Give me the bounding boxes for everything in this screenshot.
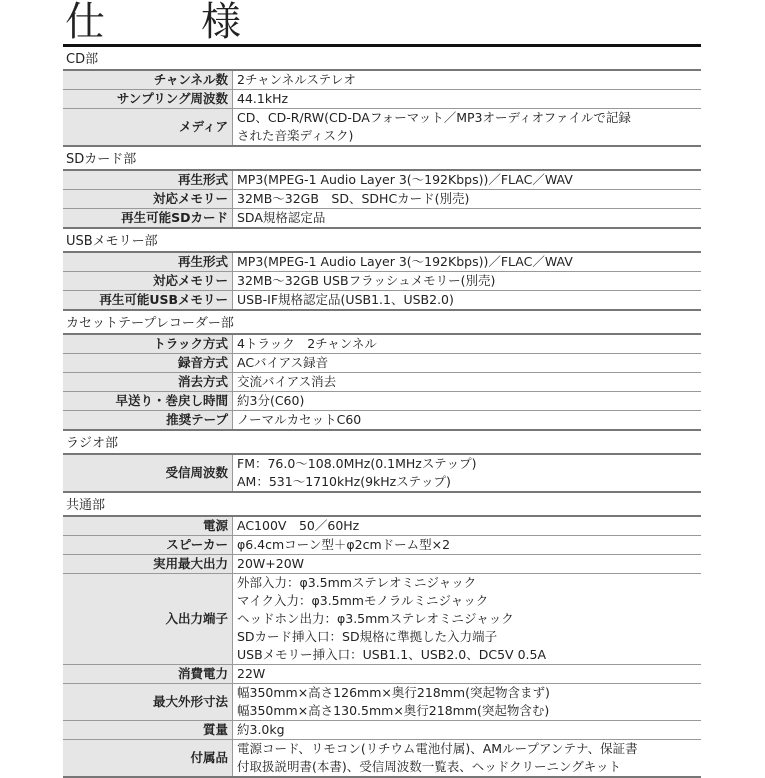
- table-row: [63, 252, 701, 272]
- spec-label: メディア: [63, 109, 233, 147]
- spec-value: 幅350mm×高さ126mm×奥行218mm(突起物含まず) 幅350mm×高さ130.5mm×奥行218mm(突起物含む): [233, 684, 702, 721]
- spec-value: MP3(MPEG-1 Audio Layer 3(〜192Kbps))／FLAC／WAV: [237, 172, 573, 187]
- spec-label: 消去方式: [63, 373, 233, 392]
- spec-page: [63, 0, 701, 778]
- spec-label: 消費電力: [63, 665, 233, 684]
- spec-label: 対応メモリー: [63, 190, 233, 209]
- spec-table: [63, 69, 701, 147]
- spec-label: 受信周波数: [63, 454, 233, 492]
- spec-value: 電源コード、リモコン(リチウム電池付属)、AMループアンテナ、保証書 付取扱説明書(本書)、受信周波数一覧表、ヘッドクリーニングキット: [233, 740, 702, 778]
- spec-label: チャンネル数: [63, 70, 233, 90]
- spec-label: 対応メモリー: [63, 272, 233, 291]
- spec-value: 外部入力：φ3.5mmステレオミニジャック マイク入力：φ3.5mmモノラルミニジャック ヘッドホン出力：φ3.5mmステレオミニジャック SDカード挿入口：SD規格に準拠した入力端子 USBメモリー挿入口：USB1.1、USB2.0、DC5V 0.5A: [233, 574, 702, 665]
- spec-table: [63, 515, 701, 778]
- spec-table: [63, 453, 701, 493]
- spec-label: 電源: [63, 516, 233, 536]
- spec-label: 早送り・巻戻し時間: [63, 392, 233, 411]
- spec-label: 再生形式: [63, 170, 233, 190]
- spec-label: 録音方式: [63, 354, 233, 373]
- spec-label: 推奨テープ: [63, 411, 233, 431]
- spec-label: 再生形式: [63, 252, 233, 272]
- table-row: [63, 574, 701, 665]
- spec-value: 約3.0kg: [233, 721, 702, 740]
- spec-value: 約3分(C60): [233, 392, 702, 411]
- spec-value: ノーマルカセットC60: [233, 411, 702, 431]
- spec-value: SDA規格認定品: [233, 209, 702, 229]
- section-header: CD部: [66, 52, 99, 67]
- table-row: [63, 721, 701, 740]
- spec-label: 入出力端子: [63, 574, 233, 665]
- spec-value: FM：76.0〜108.0MHz(0.1MHzステップ) AM：531〜1710kHz(9kHzステップ): [237, 456, 477, 489]
- spec-value: φ6.4cmコーン型＋φ2cmドーム型×2: [233, 536, 702, 555]
- spec-label: サンプリング周波数: [63, 90, 233, 109]
- section-header: SDカード部: [66, 152, 137, 167]
- table-row: [63, 70, 701, 90]
- table-row: [63, 354, 701, 373]
- section-header: USBメモリー部: [66, 234, 158, 249]
- spec-value: MP3(MPEG-1 Audio Layer 3(〜192Kbps))／FLAC／WAV: [237, 254, 573, 269]
- spec-value: USB-IF規格認定品(USB1.1、USB2.0): [233, 291, 702, 311]
- spec-label: 質量: [63, 721, 233, 740]
- table-row: [63, 170, 701, 190]
- spec-table: [63, 251, 701, 311]
- table-row: [63, 291, 701, 311]
- spec-label: 付属品: [63, 740, 233, 778]
- table-row: [63, 190, 701, 209]
- spec-value: 32MB〜32GB USBフラッシュメモリー(別売): [233, 272, 702, 291]
- spec-value: 32MB〜32GB SD、SDHCカード(別売): [233, 190, 702, 209]
- table-row: [63, 740, 701, 778]
- section-header: 共通部: [66, 498, 106, 513]
- spec-label: 実用最大出力: [63, 555, 233, 574]
- spec-value: CD、CD-R/RW(CD-DAフォーマット／MP3オーディオファイルで記録 された音楽ディスク): [233, 109, 702, 147]
- spec-value: 交流バイアス消去: [233, 373, 702, 392]
- table-row: [63, 272, 701, 291]
- table-row: [63, 392, 701, 411]
- table-row: [63, 209, 701, 229]
- spec-label: 再生可能USBメモリー: [63, 291, 233, 311]
- table-row: [63, 536, 701, 555]
- spec-label: スピーカー: [63, 536, 233, 555]
- spec-table: [63, 169, 701, 229]
- table-row: [63, 411, 701, 431]
- spec-table: [63, 333, 701, 431]
- spec-label: トラック方式: [63, 334, 233, 354]
- table-row: [63, 516, 701, 536]
- spec-value: 4トラック 2チャンネル: [237, 336, 377, 351]
- page-title: 仕 様: [63, 0, 701, 47]
- table-row: [63, 334, 701, 354]
- section-header: カセットテープレコーダー部: [66, 316, 234, 331]
- table-row: [63, 90, 701, 109]
- spec-value: AC100V 50／60Hz: [237, 518, 360, 533]
- section-header: ラジオ部: [66, 436, 119, 451]
- table-row: [63, 665, 701, 684]
- spec-value: ACバイアス録音: [233, 354, 702, 373]
- table-row: [63, 454, 701, 492]
- spec-label: 最大外形寸法: [63, 684, 233, 721]
- spec-value: 44.1kHz: [233, 90, 702, 109]
- spec-sections: [63, 50, 701, 778]
- table-row: [63, 109, 701, 147]
- spec-value: 2チャンネルステレオ: [237, 72, 356, 87]
- table-row: [63, 555, 701, 574]
- spec-label: 再生可能SDカード: [63, 209, 233, 229]
- spec-value: 22W: [233, 665, 702, 684]
- table-row: [63, 684, 701, 721]
- spec-value: 20W+20W: [233, 555, 702, 574]
- table-row: [63, 373, 701, 392]
